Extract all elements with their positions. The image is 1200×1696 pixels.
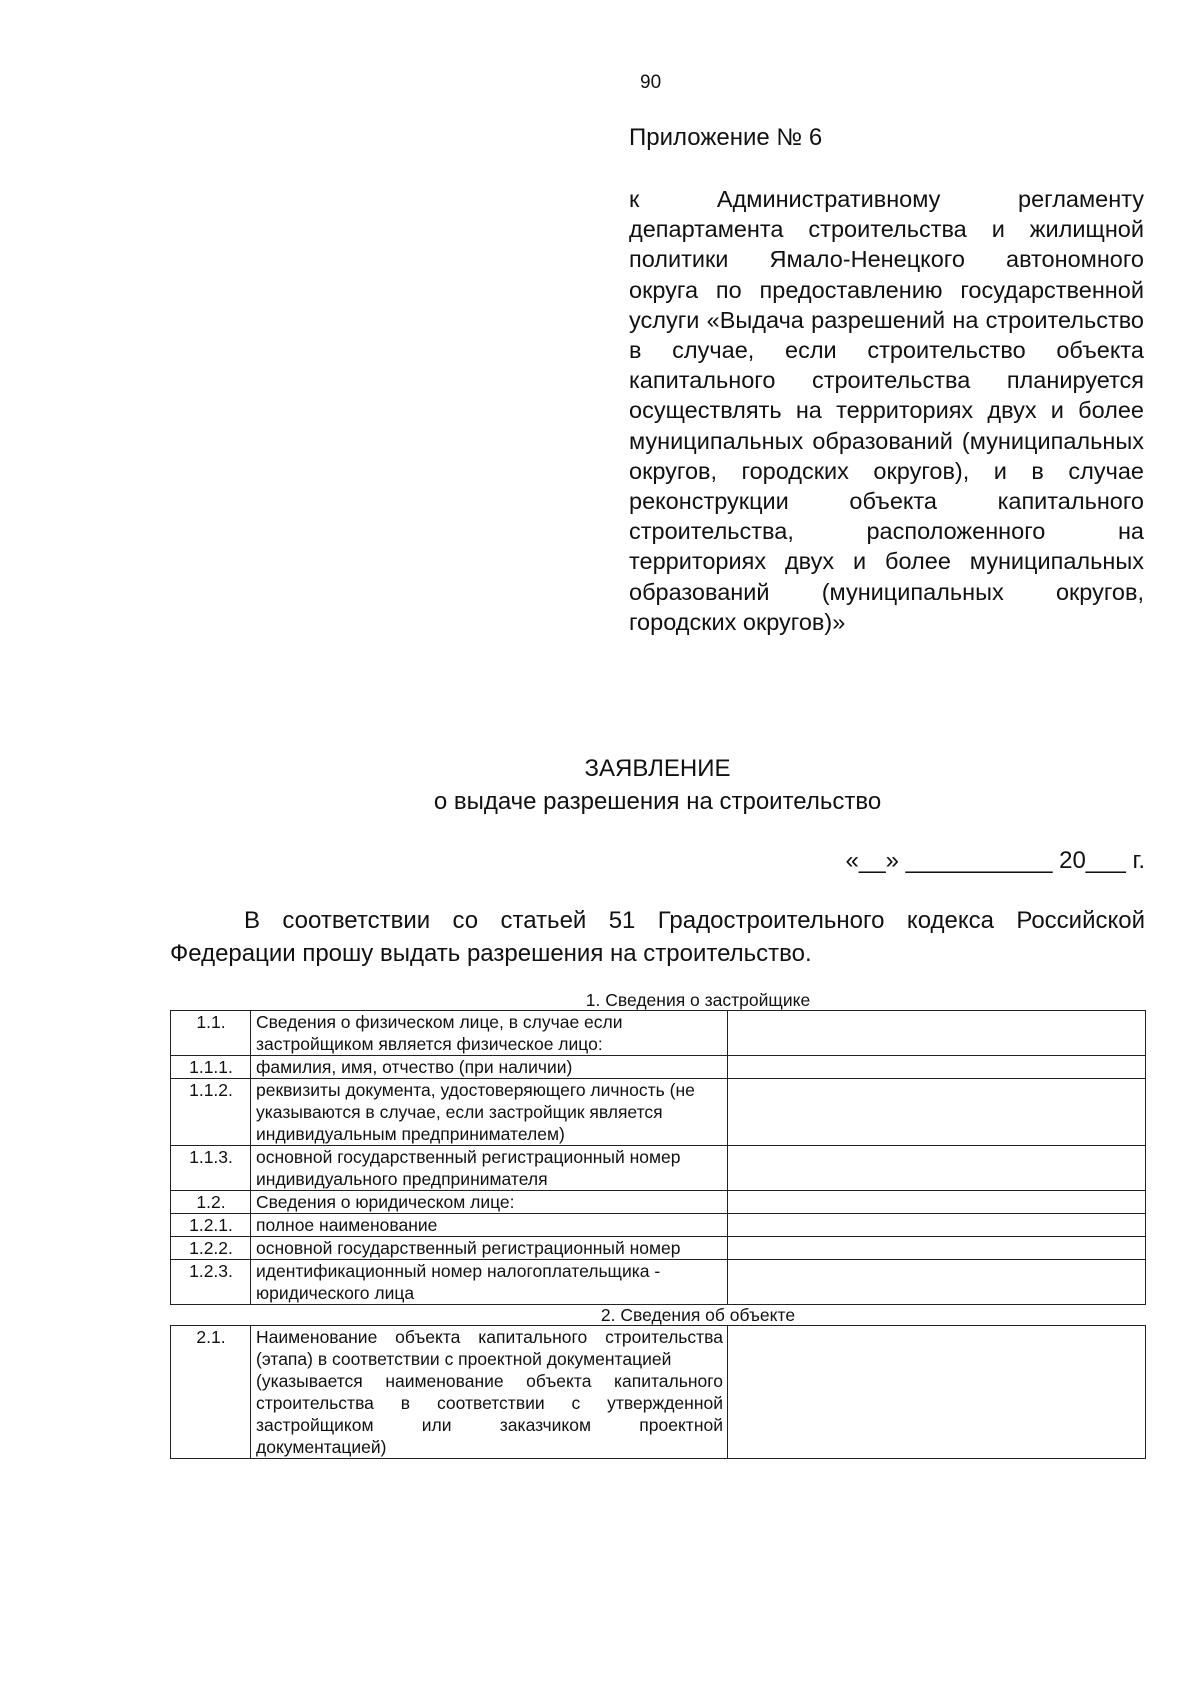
page-number: 90 — [640, 72, 662, 93]
row-value-field[interactable] — [728, 1260, 1146, 1305]
row-label: идентификационный номер налогоплательщика - юридического лица — [251, 1260, 728, 1305]
row-value-field[interactable] — [728, 1011, 1146, 1056]
table-row — [171, 1056, 1146, 1079]
document-title: ЗАЯВЛЕНИЕ — [584, 755, 731, 782]
row-number: 1.1. — [171, 1011, 251, 1056]
document-subtitle: о выдаче разрешения на строительство — [433, 788, 882, 815]
row-value-field[interactable] — [728, 1214, 1146, 1237]
application-form — [170, 990, 1146, 1459]
row-number: 2.1. — [171, 1326, 251, 1459]
table-row — [171, 1011, 1146, 1056]
row-value-field[interactable] — [728, 1056, 1146, 1079]
row-number: 1.2.3. — [171, 1260, 251, 1305]
appendix-text: к Административному регламенту департамента строительства и жилищной политики Ямало-Ненецкого автономного округа по предоставлению государственной услуги «Выдача разрешений на строительство в случае, если строительство объекта капитального строительства планируется осуществлять на территориях двух и более муниципальных образований (муниципальных округов, городских округов), и в случае реконструкции объекта капитального строительства, расположенного на территориях двух и более муниципальных образований (муниципальных округов, городских округов)» — [629, 186, 1144, 635]
row-number: 1.1.1. — [171, 1056, 251, 1079]
row-label: фамилия, имя, отчество (при наличии) — [251, 1056, 728, 1079]
row-label-cell — [251, 1326, 728, 1459]
row-value-field[interactable] — [728, 1146, 1146, 1191]
row-label-note: (указывается наименование объекта капитального строительства в соответствии с утвержденной застройщиком или заказчиком проектной документацией) — [256, 1371, 723, 1457]
row-number: 1.1.3. — [171, 1146, 251, 1191]
row-number: 1.2. — [171, 1191, 251, 1214]
appendix-title: Приложение № 6 — [629, 124, 823, 151]
row-number: 1.2.1. — [171, 1214, 251, 1237]
row-number: 1.1.2. — [171, 1079, 251, 1146]
object-table — [170, 1325, 1146, 1459]
table-row — [171, 1146, 1146, 1191]
row-label: основной государственный регистрационный номер — [251, 1237, 728, 1260]
table-row — [171, 1237, 1146, 1260]
document-heading — [0, 752, 1200, 818]
developer-table — [170, 1010, 1146, 1305]
date-line: «__» ___________ 20___ г. — [845, 847, 1145, 874]
row-label: реквизиты документа, удостоверяющего личность (не указываются в случае, если застройщик является индивидуальным предпринимателем) — [251, 1079, 728, 1146]
row-label: Наименование объекта капитального строительства (этапа) в соответствии с проектной документацией — [256, 1327, 723, 1369]
row-value-field[interactable] — [728, 1079, 1146, 1146]
table-row — [171, 1079, 1146, 1146]
section-title-developer: 1. Сведения о застройщике — [585, 990, 811, 1010]
row-label: Сведения о юридическом лице: — [251, 1191, 728, 1214]
row-label: полное наименование — [251, 1214, 728, 1237]
table-row — [171, 1214, 1146, 1237]
row-value-field[interactable] — [728, 1326, 1146, 1459]
section-title-object: 2. Сведения об объекте — [600, 1305, 796, 1325]
row-value-field[interactable] — [728, 1191, 1146, 1214]
table-row — [171, 1191, 1146, 1214]
row-number: 1.2.2. — [171, 1237, 251, 1260]
table-row — [171, 1260, 1146, 1305]
row-label: основной государственный регистрационный номер индивидуального предпринимателя — [251, 1146, 728, 1191]
table-row — [171, 1326, 1146, 1459]
row-value-field[interactable] — [728, 1237, 1146, 1260]
row-label: Сведения о физическом лице, в случае если застройщиком является физическое лицо: — [251, 1011, 728, 1056]
intro-paragraph: В соответствии со статьей 51 Градостроительного кодекса Российской Федерации прошу выдать разрешения на строительство. — [170, 907, 1145, 967]
